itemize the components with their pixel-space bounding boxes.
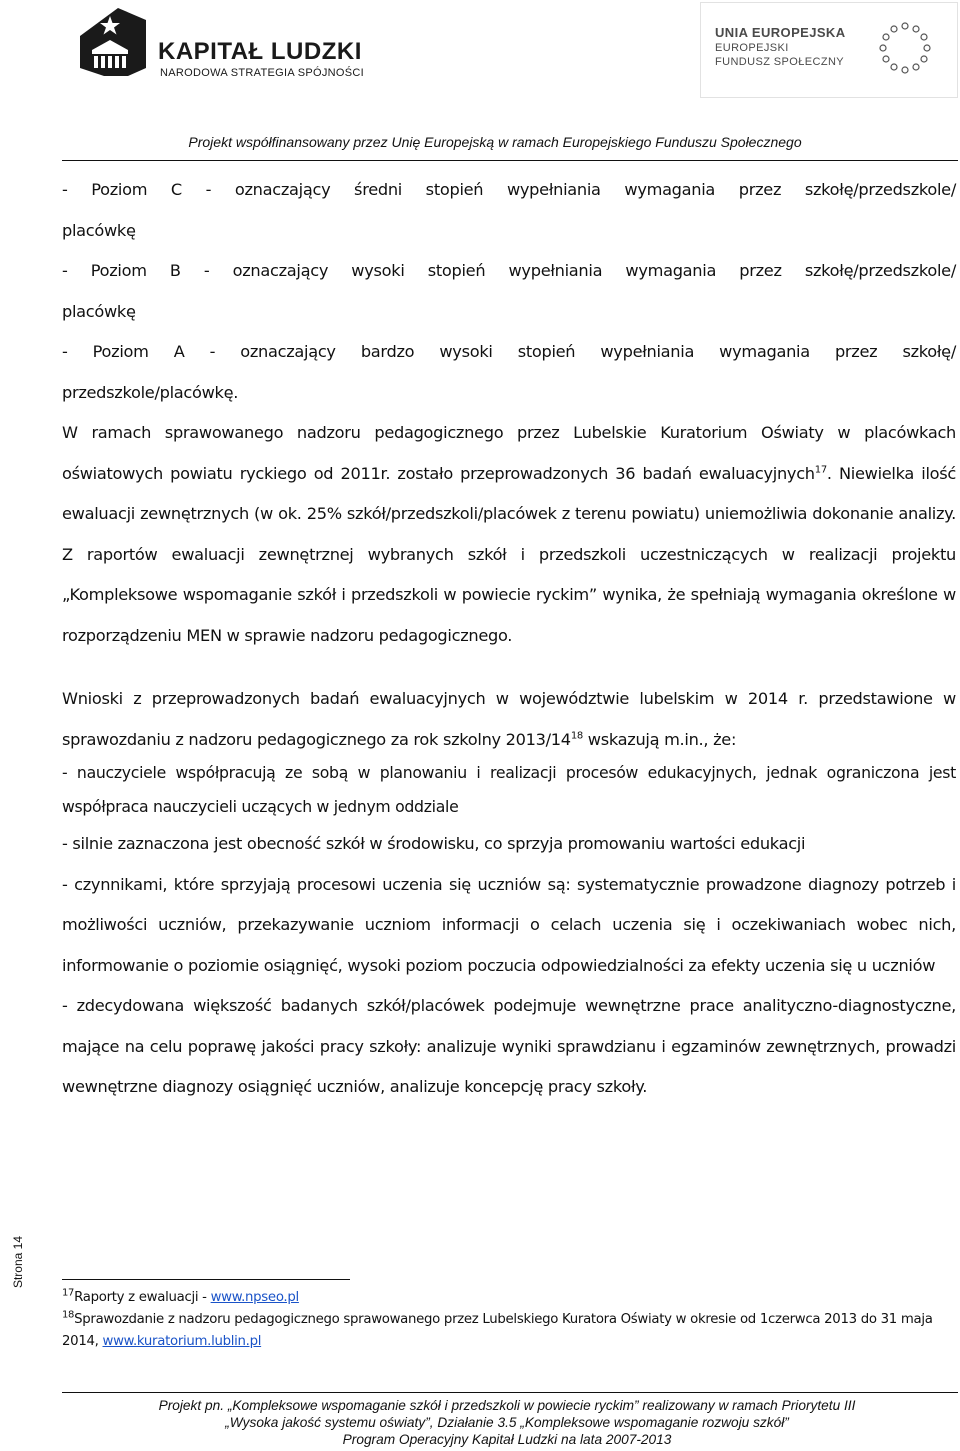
header-divider <box>62 160 958 161</box>
footnote-number: 17 <box>62 1287 75 1299</box>
footnote-ref-17: 17 <box>814 464 827 476</box>
eu-logo-text <box>715 25 845 68</box>
kapital-ludzki-title: KAPITAŁ LUDZKI <box>158 38 362 65</box>
project-footer <box>0 1397 960 1448</box>
kapital-ludzki-logo <box>70 6 370 86</box>
footnotes <box>62 1287 956 1353</box>
finding-cooperation: - nauczyciele współpracują ze sobą w planowaniu i realizacji procesów edukacyjnych, jednak ograniczona jest współpraca nauczycieli uczących w jednym oddziale <box>62 763 956 816</box>
footnote-18 <box>62 1309 956 1353</box>
document-body <box>62 170 956 1108</box>
npseo-link[interactable]: www.npseo.pl <box>210 1290 299 1305</box>
footnote-text: Raporty z ewaluacji - <box>74 1290 211 1305</box>
footer-line1: Projekt pn. „Kompleksowe wspomaganie szkół i przedszkoli w powiecie ryckim” realizowany w ramach Priorytetu III <box>158 1398 856 1413</box>
footnote-number: 18 <box>62 1309 75 1321</box>
level-a-line2: przedszkole/placówkę. <box>62 382 239 402</box>
finding-analysis: - zdecydowana większość badanych szkół/placówek podejmuje wewnętrzne prace analityczno-diagnostyczne, mające na celu poprawę jakości pracy szkoły: analizuje wyniki sprawdzianu i egzaminów zewnętrznych, prowadzi wewnętrzne diagnozy osiągnięć uczniów, analizuje koncepcję pracy szkoły. <box>62 996 956 1096</box>
wnioski-text-end: wskazują m.in., że: <box>582 729 737 749</box>
level-a-line1: - Poziom A - oznaczający bardzo wysoki stopień wypełniania wymagania przez szkołę/ <box>62 342 956 361</box>
kuratorium-link[interactable]: www.kuratorium.lublin.pl <box>102 1334 262 1349</box>
kapital-ludzki-subtitle: NARODOWA STRATEGIA SPÓJNOŚCI <box>160 67 364 79</box>
footnote-text: Sprawozdanie z nadzoru pedagogicznego sprawowanego przez Lubelskiego Kuratora Oświaty w okresie od 1czerwca 2013 do 31 maja 2014, <box>62 1312 933 1349</box>
eu-logo-line3: FUNDUSZ SPOŁECZNY <box>715 56 845 68</box>
wnioski-paragraph <box>62 679 956 760</box>
eu-stars-icon <box>867 15 943 81</box>
footnote-17 <box>62 1287 956 1309</box>
nadzor-paragraph <box>62 413 956 656</box>
page-number-label: Strona 14 <box>11 1235 25 1289</box>
eu-logo <box>700 2 958 98</box>
footnote-ref-18: 18 <box>570 730 583 742</box>
wnioski-text-start: Wnioski z przeprowadzonych badań ewaluacyjnych w województwie lubelskim w 2014 r. przedstawione w sprawozdaniu z nadzoru pedagogicznego za rok szkolny 2013/14 <box>62 689 956 749</box>
level-b-line2: placówkę <box>62 301 136 321</box>
eu-logo-line1: UNIA EUROPEJSKA <box>715 25 846 40</box>
footer-line3: Program Operacyjny Kapitał Ludzki na lata 2007-2013 <box>342 1432 672 1447</box>
project-cofinancing-note: Projekt współfinansowany przez Unię Europejską w ramach Europejskiego Funduszu Społecznego <box>188 134 802 150</box>
eu-logo-line2: EUROPEJSKI <box>715 42 789 54</box>
level-b-line1: - Poziom B - oznaczający wysoki stopień wypełniania wymagania przez szkołę/przedszkole/ <box>62 261 956 280</box>
level-c-line2: placówkę <box>62 220 136 240</box>
finding-learning-factors: - czynnikami, które sprzyjają procesowi uczenia się uczniów są: systematycznie prowadzone diagnozy potrzeb i możliwości uczniów, przekazywanie uczniom informacji o celach uczenia się i oczekiwaniach wobec nich, informowanie o poziomie osiągnięć, wysoki poziom poczucia odpowiedzialności za efekty uczenia się u uczniów <box>62 874 956 975</box>
footnote-divider <box>62 1279 350 1280</box>
nadzor-text-end: . Niewielka ilość ewaluacji zewnętrznych (w ok. 25% szkół/przedszkoli/placówek z terenu powiatu) uniemożliwia dokonanie analizy. Z raportów ewaluacji zewnętrznej wybranych szkół i przedszkoli uczestniczących w realizacji projektu „Kompleksowe wspomaganie szkół i przedszkoli w powiecie ryckim” wynika, że spełniają wymagania określone w rozporządzeniu MEN w sprawie nadzoru pedagogicznego. <box>62 463 956 645</box>
finding-presence: - silnie zaznaczona jest obecność szkół w środowisku, co sprzyja promowaniu wartości edukacji <box>62 834 806 853</box>
footer-divider <box>62 1392 958 1393</box>
kapital-ludzki-emblem-icon <box>70 6 150 86</box>
level-c-line1: - Poziom C - oznaczający średni stopień wypełniania wymagania przez szkołę/przedszkole/ <box>62 180 956 199</box>
footer-line2: „Wysoka jakość systemu oświaty”, Działanie 3.5 „Kompleksowe wspomaganie rozwoju szkół” <box>225 1415 789 1430</box>
nadzor-text-start: W ramach sprawowanego nadzoru pedagogicznego przez Lubelskie Kuratorium Oświaty w placówkach oświatowych powiatu ryckiego od 2011r. zostało przeprowadzonych 36 badań ewaluacyjnych <box>62 423 956 483</box>
